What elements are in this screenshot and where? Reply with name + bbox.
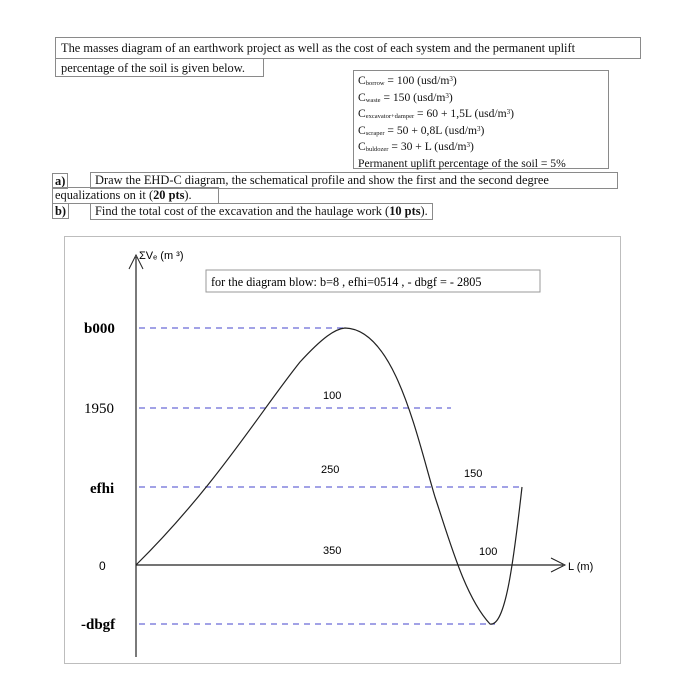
cost-buldozer: $C_{buldozer} = 30 + L$ $(usd/m^3)$ [358, 140, 474, 154]
y-axis-label: ΣVₑ (m ³) [139, 250, 184, 262]
uplift-percentage: Permanent uplift percentage of the soil = 5% [358, 156, 566, 170]
segment-label: 100 [323, 390, 342, 402]
segment-label: 250 [321, 464, 340, 476]
cost-waste: $C_{waste} = 150$ $(usd/m^3)$ [358, 90, 453, 104]
ytick-0: 0 [99, 559, 106, 573]
intro-line-2: percentage of the soil is given below. [55, 58, 264, 77]
ytick-1950: 1950 [84, 401, 114, 417]
segment-label: 150 [464, 468, 483, 480]
cost-borrow: $C_{borrow} = 100$ $(usd/m^3)$ [358, 74, 457, 87]
intro-line-1: The masses diagram of an earthwork project as well as the cost of each system and the permanent uplift [55, 37, 641, 59]
cost-excavator-damper: $C_{excavator+damper} = 60 + 1,5L$ $(usd/m^3)$ [358, 107, 515, 121]
cost-scraper: $C_{scraper} = 50 + 0,8L$ $(usd/m^3)$ [358, 123, 485, 137]
question-a-text: Draw the EHD-C diagram, the schematical profile and show the first and the second degree [90, 172, 618, 189]
note-text: for the diagram blow: b=8 , efhi=0514 , - dbgf = - 2805 [211, 275, 482, 289]
ytick-dbgf: -dbgf [81, 617, 116, 633]
segment-label: 350 [323, 545, 342, 557]
x-axis-label: L (m) [568, 561, 594, 573]
cost-table [353, 70, 609, 169]
question-a-text-2: equalizations on it (20 pts). [52, 187, 219, 204]
ytick-b000: b000 [84, 321, 115, 337]
segment-label: 100 [479, 546, 498, 558]
question-b-text: Find the total cost of the excavation and the haulage work (10 pts). [90, 203, 433, 220]
mass-diagram-chart [65, 237, 622, 665]
ytick-efhi: efhi [90, 481, 115, 497]
mass-diagram-figure [64, 236, 621, 664]
question-a-label: a) [52, 173, 68, 189]
question-b-label: b) [52, 203, 69, 219]
